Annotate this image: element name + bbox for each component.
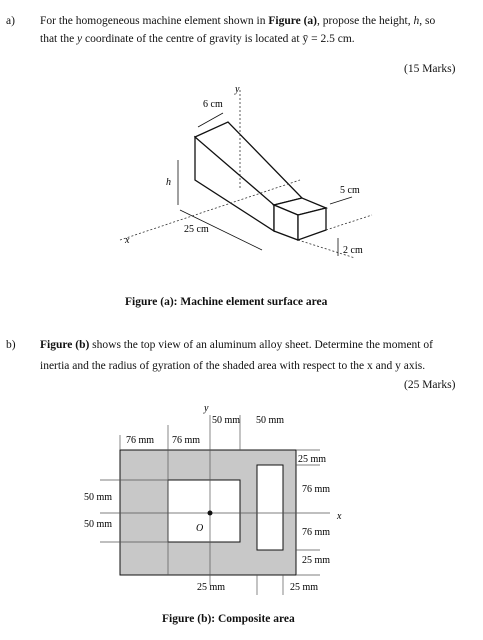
axis-y-label: y <box>235 84 240 95</box>
origin-point <box>208 511 213 516</box>
part-b-line2: inertia and the radius of gyration of the shaded area with respect to the x and y axis. <box>40 360 426 372</box>
part-a-var-h: h <box>413 15 420 27</box>
dim-76mm-a: 76 mm <box>126 435 155 446</box>
figure-a <box>0 80 483 300</box>
part-a-line2-pre: that the <box>40 33 78 45</box>
dim-h-label: h <box>166 177 171 188</box>
part-a-line1 <box>40 13 480 30</box>
axis-x-label: x <box>125 235 130 246</box>
dim-25cm-label: 25 cm <box>184 224 209 235</box>
part-a-line1-pre: For the homogeneous machine element shown in <box>40 15 269 27</box>
dim-50mm-b: 50 mm <box>256 415 285 426</box>
dim-76mm-right-top: 76 mm <box>302 484 331 495</box>
part-b-line1-post: shows the top view of an aluminum alloy sheet. Determine the moment of <box>89 339 433 351</box>
axis-x-b-label: x <box>337 511 342 522</box>
figure-a-caption: Figure (a): Machine element surface area <box>125 296 328 308</box>
part-b-line1 <box>40 337 480 354</box>
part-b-label: b) <box>6 339 16 351</box>
dim-6cm-arrow <box>198 113 223 127</box>
dim-25mm-bottom-right: 25 mm <box>290 582 319 593</box>
dim-50mm-left-top: 50 mm <box>84 492 113 503</box>
dim-25mm-bottom: 25 mm <box>302 555 331 566</box>
part-a-equation: ȳ = 2.5 cm. <box>302 33 355 45</box>
figure-b <box>0 395 483 605</box>
part-a-line1-end: , so <box>419 15 436 27</box>
dim-6cm-label: 6 cm <box>203 99 223 110</box>
dim-5cm-arrow <box>330 197 352 204</box>
dim-2cm-label: 2 cm <box>343 245 363 256</box>
cutout-slot <box>257 465 283 550</box>
dim-76mm-b: 76 mm <box>172 435 201 446</box>
origin-label: O <box>196 523 204 534</box>
dim-50mm-left-bottom: 50 mm <box>84 519 113 530</box>
dim-5cm-label: 5 cm <box>340 185 360 196</box>
part-a-line2-post: coordinate of the centre of gravity is located at <box>82 33 303 45</box>
dim-50mm-a: 50 mm <box>212 415 241 426</box>
figure-b-caption: Figure (b): Composite area <box>162 613 295 625</box>
part-a-line2 <box>40 31 480 48</box>
part-a-var-y: y <box>77 33 83 45</box>
cutout-center <box>168 480 240 542</box>
part-a-figure-ref: Figure (a) <box>268 15 318 27</box>
part-a-line1-post: , propose the height, <box>317 15 414 27</box>
dim-25mm-top: 25 mm <box>298 454 327 465</box>
dim-25mm-bottom-left: 25 mm <box>197 582 226 593</box>
part-b-figure-ref: Figure (b) <box>40 339 90 351</box>
part-a-marks: (15 Marks) <box>404 63 456 75</box>
part-a-label: a) <box>6 15 15 27</box>
axis-y-b-label: y <box>204 403 209 414</box>
dim-76mm-right-bottom: 76 mm <box>302 527 331 538</box>
axis-ext-line-2 <box>326 215 372 230</box>
part-b-marks: (25 Marks) <box>404 379 456 391</box>
